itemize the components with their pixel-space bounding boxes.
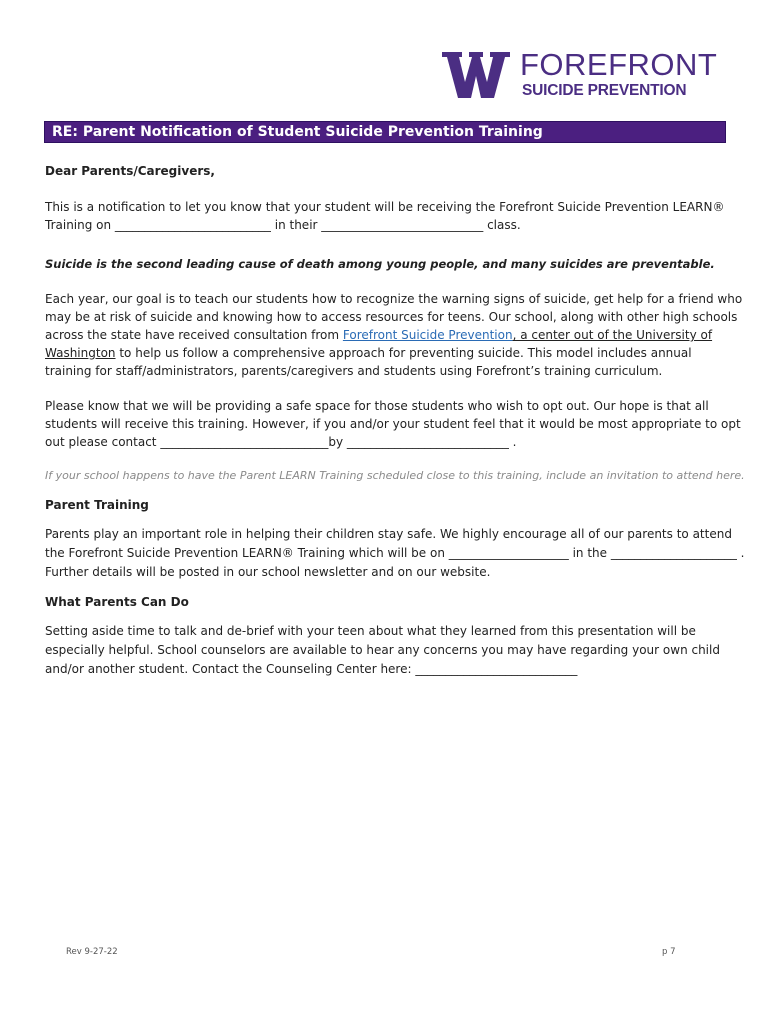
forefront-link[interactable]: Forefront Suicide Prevention — [342, 328, 513, 342]
para2-line-1: Each year, our goal is to teach our students how to recognize the warning signs of suicide, get help for a friend who — [45, 292, 743, 306]
para2-line-3 — [45, 326, 712, 344]
revision-footer: Rev 9-27-22 — [66, 947, 118, 957]
intro-line-1: This is a notification to let you know that your student will be receiving the Forefront Suicide Prevention LEARN® — [45, 200, 725, 214]
para3-line-2: students will receive this training. However, if you and/or your student feel that it would be most appropriate to opt — [45, 417, 741, 431]
instruction-note: If your school happens to have the Parent LEARN Training scheduled close to this training, include an invitation to attend here. — [45, 469, 745, 482]
washington-text: Washington — [45, 346, 116, 360]
parent-training-line-2: the Forefront Suicide Prevention LEARN® Training which will be on ____________________ in the _____________________ . — [45, 546, 745, 560]
what-parents-line-1: Setting aside time to talk and de-brief with your teen about what they learned from this presentation will be — [45, 624, 696, 638]
document-title: RE: Parent Notification of Student Suicide Prevention Training — [52, 124, 543, 140]
para2-line-3-pre: across the state have received consultation from — [45, 328, 343, 342]
para2-line-4 — [45, 344, 692, 362]
title-bar — [44, 121, 726, 143]
greeting: Dear Parents/Caregivers, — [45, 164, 215, 178]
logo-title: FOREFRONT — [520, 47, 718, 82]
para2-line-4-post: to help us follow a comprehensive approach for preventing suicide. This model includes annual — [115, 346, 692, 360]
emphasis-statement: Suicide is the second leading cause of death among young people, and many suicides are preventable. — [45, 257, 715, 271]
parent-training-line-1: Parents play an important role in helping their children stay safe. We highly encourage all of our parents to attend — [45, 527, 732, 541]
what-parents-line-3: and/or another student. Contact the Counseling Center here: ___________________________ — [45, 662, 578, 676]
parent-training-heading: Parent Training — [45, 498, 149, 512]
parent-training-line-3: Further details will be posted in our school newsletter and on our website. — [45, 565, 491, 579]
what-parents-heading: What Parents Can Do — [45, 595, 189, 609]
para2-line-5: training for staff/administrators, parents/caregivers and students using Forefront’s training curriculum. — [45, 364, 663, 378]
forefront-logo — [442, 47, 718, 102]
intro-line-2: Training on __________________________ in their ___________________________ class. — [45, 218, 521, 232]
what-parents-line-2: especially helpful. School counselors are available to hear any concerns you may have regarding your own child — [45, 643, 720, 657]
para2-line-3-post: , a center out of the University of — [512, 328, 713, 342]
uw-w-logo-icon — [442, 52, 510, 98]
logo-subtitle: SUICIDE PREVENTION — [522, 82, 687, 99]
para2-line-2: may be at risk of suicide and knowing how to access resources for teens. Our school, along with other high schools — [45, 310, 738, 324]
page-number: p 7 — [662, 947, 676, 957]
para3-line-3: out please contact ____________________________by ___________________________ . — [45, 435, 517, 449]
para3-line-1: Please know that we will be providing a safe space for those students who wish to opt out. Our hope is that all — [45, 399, 709, 413]
